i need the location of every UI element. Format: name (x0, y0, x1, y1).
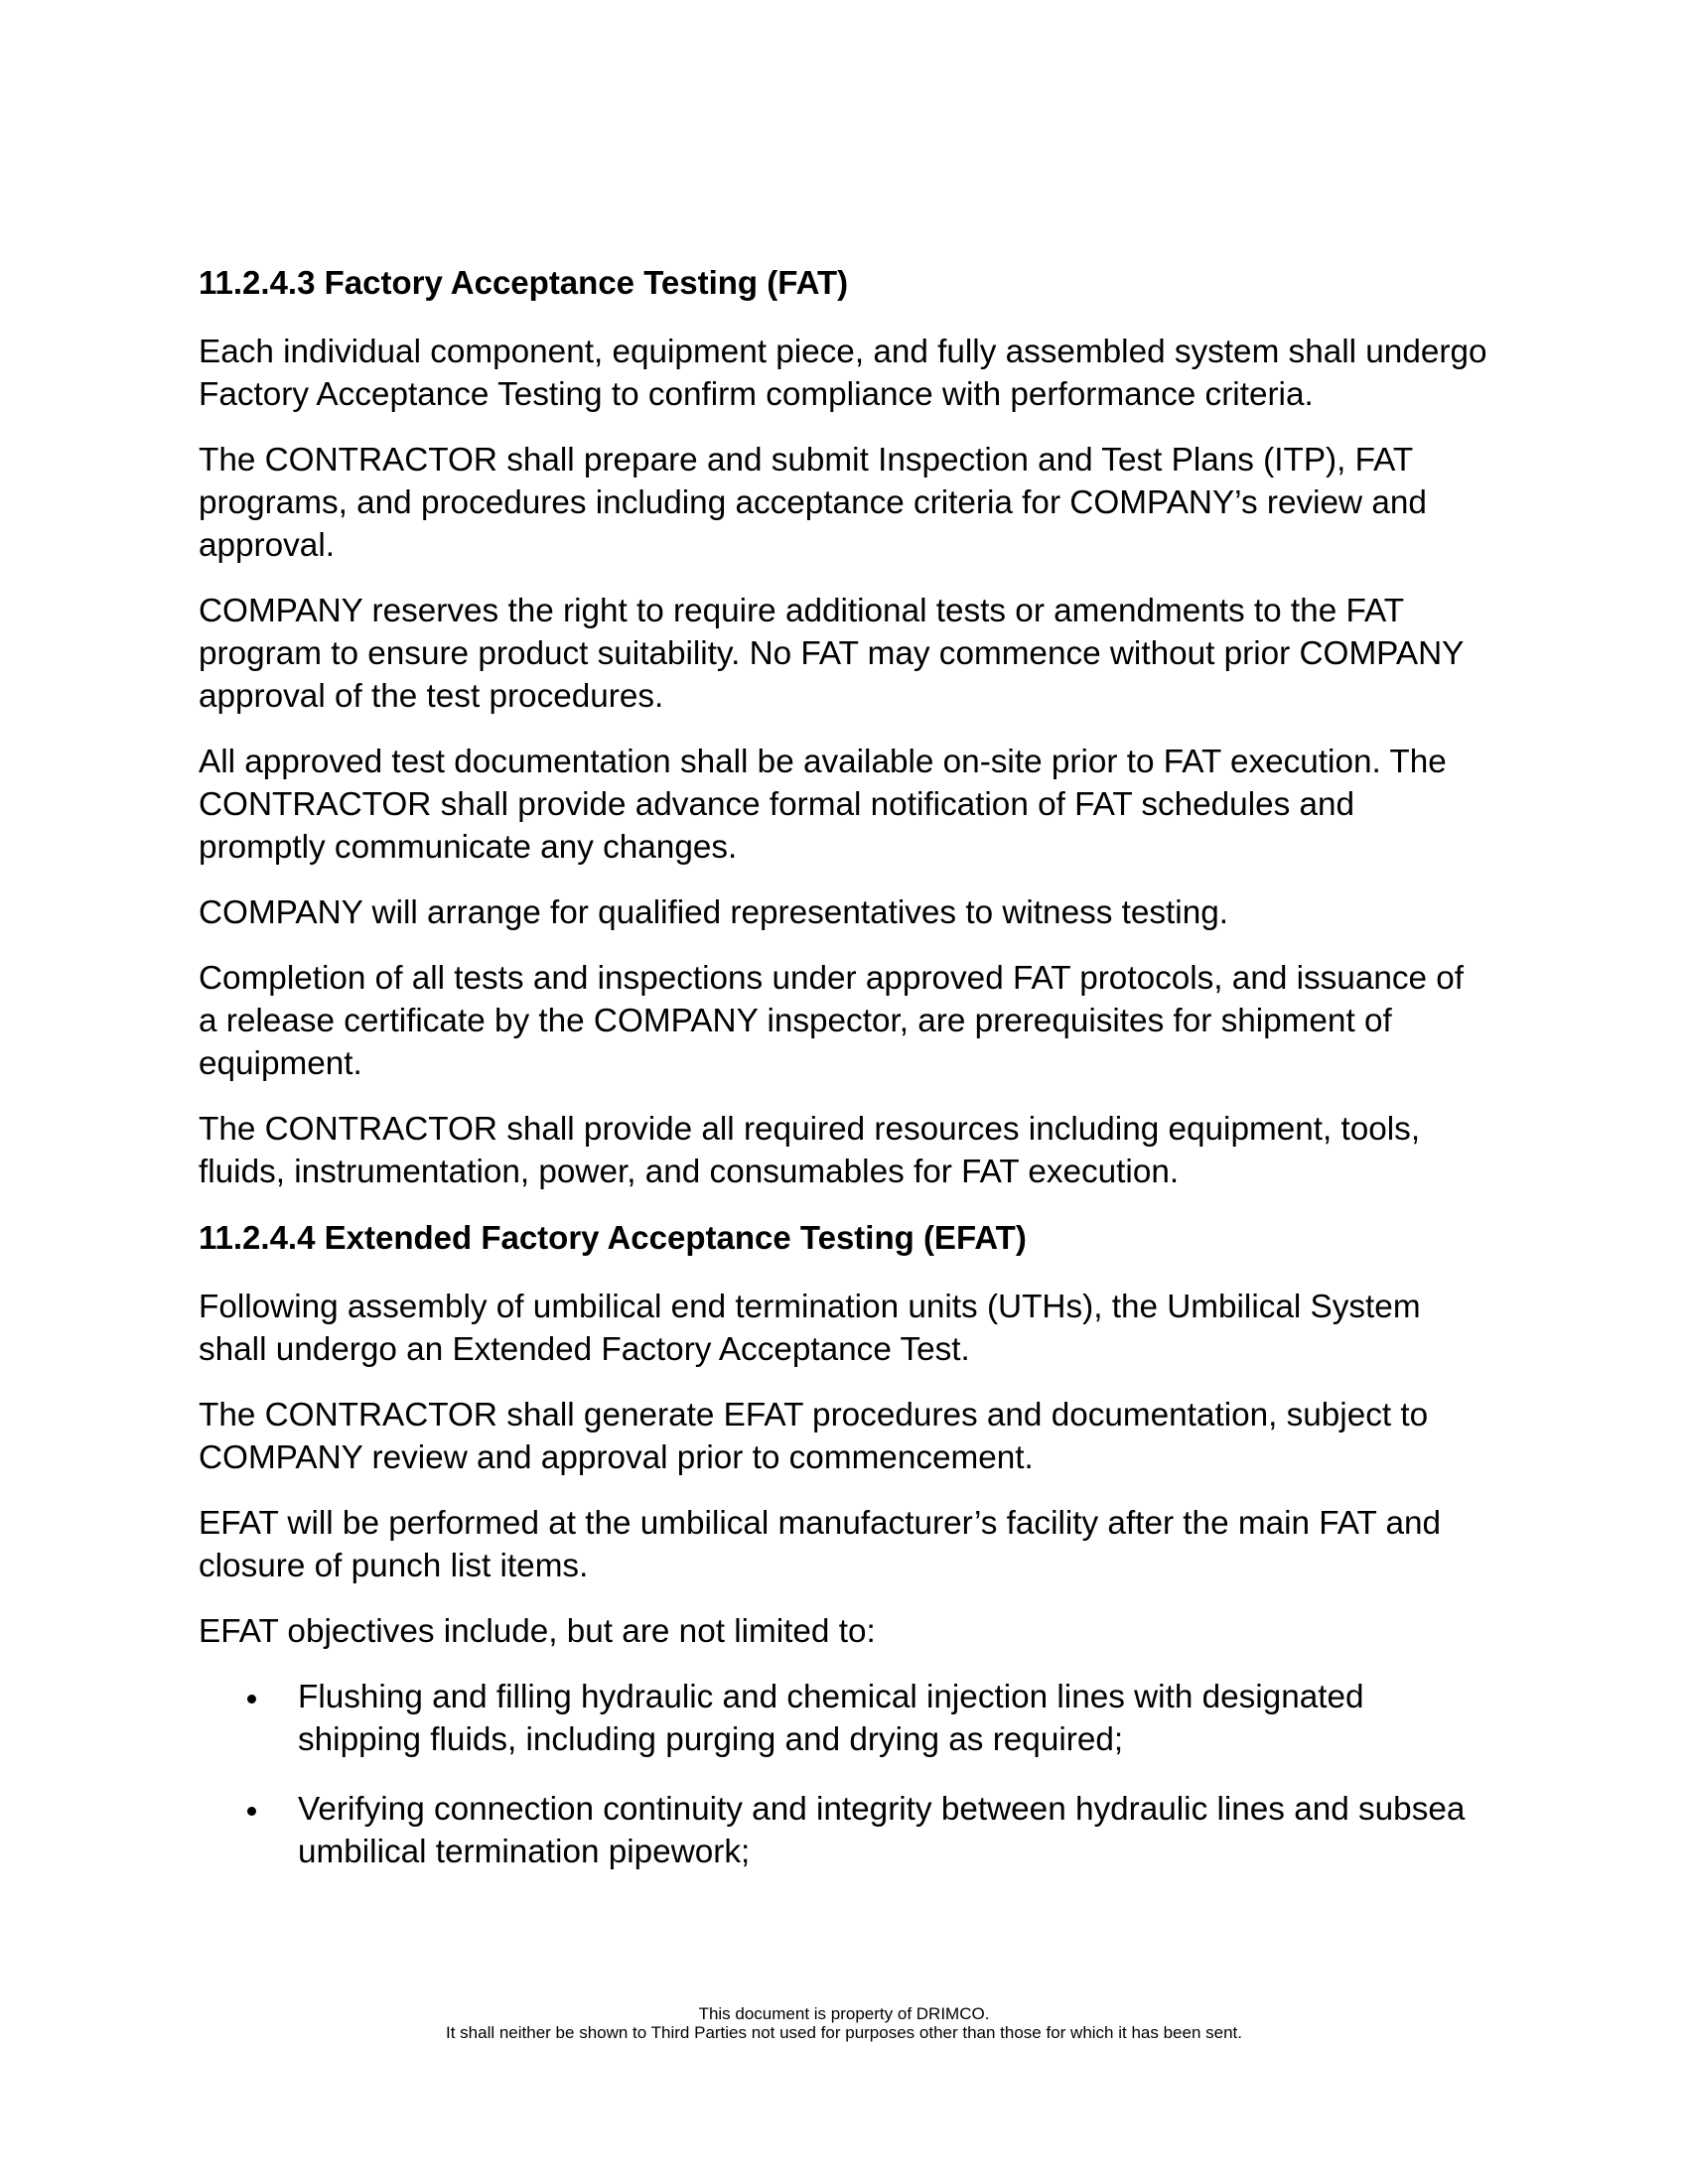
footer-line-1: This document is property of DRIMCO. (698, 2004, 990, 2023)
paragraph: Following assembly of umbilical end termination units (UTHs), the Umbilical System shall undergo an Extended Factory Acceptance Test. (199, 1289, 1421, 1368)
list-item (298, 1788, 1489, 1873)
paragraph: The CONTRACTOR shall prepare and submit Inspection and Test Plans (ITP), FAT programs, and procedures including acceptance criteria for COMPANY’s review and approval. (199, 442, 1427, 564)
paragraph: All approved test documentation shall be available on-site prior to FAT execution. The CONTRACTOR shall provide advance formal notification of FAT schedules and promptly communicate any changes. (199, 744, 1447, 866)
page-footer (0, 2004, 1688, 2042)
paragraph: EFAT objectives include, but are not limited to: (199, 1613, 876, 1650)
list-item-text: Verifying connection continuity and integrity between hydraulic lines and subsea umbilical termination pipework; (298, 1791, 1466, 1870)
paragraph: The CONTRACTOR shall provide all required resources including equipment, tools, fluids, instrumentation, power, and consumables for FAT execution. (199, 1111, 1421, 1190)
list-item-text: Flushing and filling hydraulic and chemical injection lines with designated shipping fluids, including purging and drying as required; (298, 1679, 1364, 1758)
paragraph: COMPANY will arrange for qualified representatives to witness testing. (199, 894, 1228, 931)
paragraph: EFAT will be performed at the umbilical manufacturer’s facility after the main FAT and closure of punch list items. (199, 1505, 1442, 1584)
paragraph: The CONTRACTOR shall generate EFAT procedures and documentation, subject to COMPANY review and approval prior to commencement. (199, 1397, 1429, 1476)
list-item (298, 1676, 1489, 1761)
efat-objectives-list (199, 1676, 1489, 1873)
paragraph: Each individual component, equipment piece, and fully assembled system shall undergo Factory Acceptance Testing to confirm compliance with performance criteria. (199, 334, 1487, 413)
section-heading-efat: 11.2.4.4 Extended Factory Acceptance Testing (EFAT) (199, 1219, 1027, 1256)
paragraph: Completion of all tests and inspections under approved FAT protocols, and issuance of a release certificate by the COMPANY inspector, are prerequisites for shipment of equipment. (199, 960, 1465, 1082)
paragraph: COMPANY reserves the right to require additional tests or amendments to the FAT program to ensure product suitability. No FAT may commence without prior COMPANY approval of the test procedures. (199, 593, 1464, 715)
footer-line-2: It shall neither be shown to Third Parties not used for purposes other than those for which it has been sent. (446, 2023, 1242, 2042)
bullet-icon (247, 1695, 256, 1704)
section-heading-fat: 11.2.4.3 Factory Acceptance Testing (FAT) (199, 264, 849, 301)
document-body (199, 261, 1489, 1900)
bullet-icon (247, 1807, 256, 1816)
